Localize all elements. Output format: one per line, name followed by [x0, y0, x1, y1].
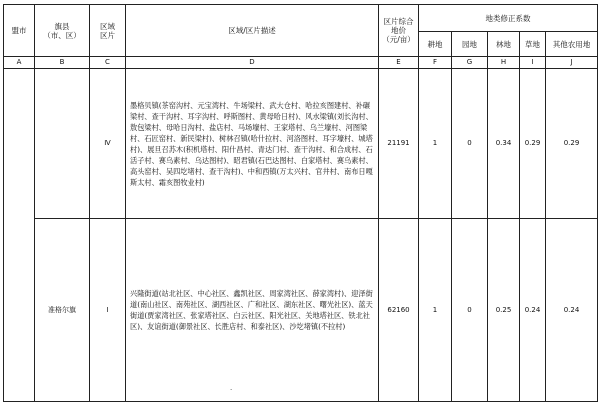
header-zone: 区域 区片	[90, 5, 126, 57]
grass-coef-cell: 0.24	[520, 219, 546, 402]
header-farmland: 耕地	[419, 32, 452, 57]
header-forest: 林地	[488, 32, 520, 57]
zone-description-cell: 兴隆街道(站北社区、中心社区、鑫凯社区、周家湾社区、薛家湾村)、迎泽街道(南山社区、南苑社区、湖西社区、广和社区、湖东社区、曙光社区)、蓝天街道(贾家湾社区、张家塔社区、白云社区、阳光社区、关地塔社区、铁北社区)、友谊街道(御景社区、长胜店村、和泰社区)、沙圪堵镇(不拉村)	[126, 219, 379, 402]
column-letter: B	[35, 57, 90, 69]
column-letter: F	[419, 57, 452, 69]
price-cell: 21191	[379, 69, 419, 219]
header-coefficient-group: 地类修正系数	[419, 5, 598, 32]
column-letter: J	[546, 57, 598, 69]
header-grass: 草地	[520, 32, 546, 57]
column-letter: I	[520, 57, 546, 69]
column-letter: D	[126, 57, 379, 69]
scan-mark: ·	[230, 386, 233, 394]
table-row	[4, 219, 598, 402]
farmland-coef-cell: 1	[419, 69, 452, 219]
price-cell: 62160	[379, 219, 419, 402]
other-ag-coef-cell: 0.29	[546, 69, 598, 219]
column-letter: E	[379, 57, 419, 69]
zone-cell: Ⅰ	[90, 219, 126, 402]
column-letter: C	[90, 57, 126, 69]
zone-cell: Ⅳ	[90, 69, 126, 219]
farmland-coef-cell: 1	[419, 219, 452, 402]
header-other-agricultural: 其他农用地	[546, 32, 598, 57]
other-ag-coef-cell: 0.24	[546, 219, 598, 402]
column-letter: A	[4, 57, 35, 69]
header-description: 区域/区片描述	[126, 5, 379, 57]
garden-coef-cell: 0	[452, 219, 488, 402]
league-city-cell	[4, 69, 35, 402]
column-letter-row	[4, 57, 598, 69]
land-price-table	[3, 4, 598, 402]
column-letter: G	[452, 57, 488, 69]
header-league-city: 盟市	[4, 5, 35, 57]
header-garden: 园地	[452, 32, 488, 57]
forest-coef-cell: 0.34	[488, 69, 520, 219]
header-county: 旗县 （市、区）	[35, 5, 90, 57]
header-price: 区片综合 地价 （元/亩）	[379, 5, 419, 57]
forest-coef-cell: 0.25	[488, 219, 520, 402]
zone-description-cell: 墨格贝镇(茶窑沟村、元宝湾村、牛场梁村、武大仓村、哈拉亥图建村、补碾梁村、查干沟村、耳字沟村、呼斯图村、黄母哈日村)、风水梁镇(刘长沟村、敖包梁村、母哈日沟村、盐店村、马场壕村、王家塔村、乌兰壕村、河图梁村、石匠窑村、新民梁村)、树林召镇(哈什拉村、河洛图村、耳字壕村、城塔村)、展旦召苏木(积机塔村、阳什昌村、青达门村、查干沟村、和合成村、石活子村、赛乌素村、乌达图村)、昭君镇(石巴达图村、白家塔村、赛乌素村、高头窑村、吴四圪堵村、查干沟村)、中和西镇(万太兴村、官井村、南布日嘎斯太村、霜亥图牧业村)	[126, 69, 379, 219]
column-letter: H	[488, 57, 520, 69]
garden-coef-cell: 0	[452, 69, 488, 219]
county-cell: 准格尔旗	[35, 219, 90, 402]
grass-coef-cell: 0.29	[520, 69, 546, 219]
table-row	[4, 69, 598, 219]
county-cell	[35, 69, 90, 219]
